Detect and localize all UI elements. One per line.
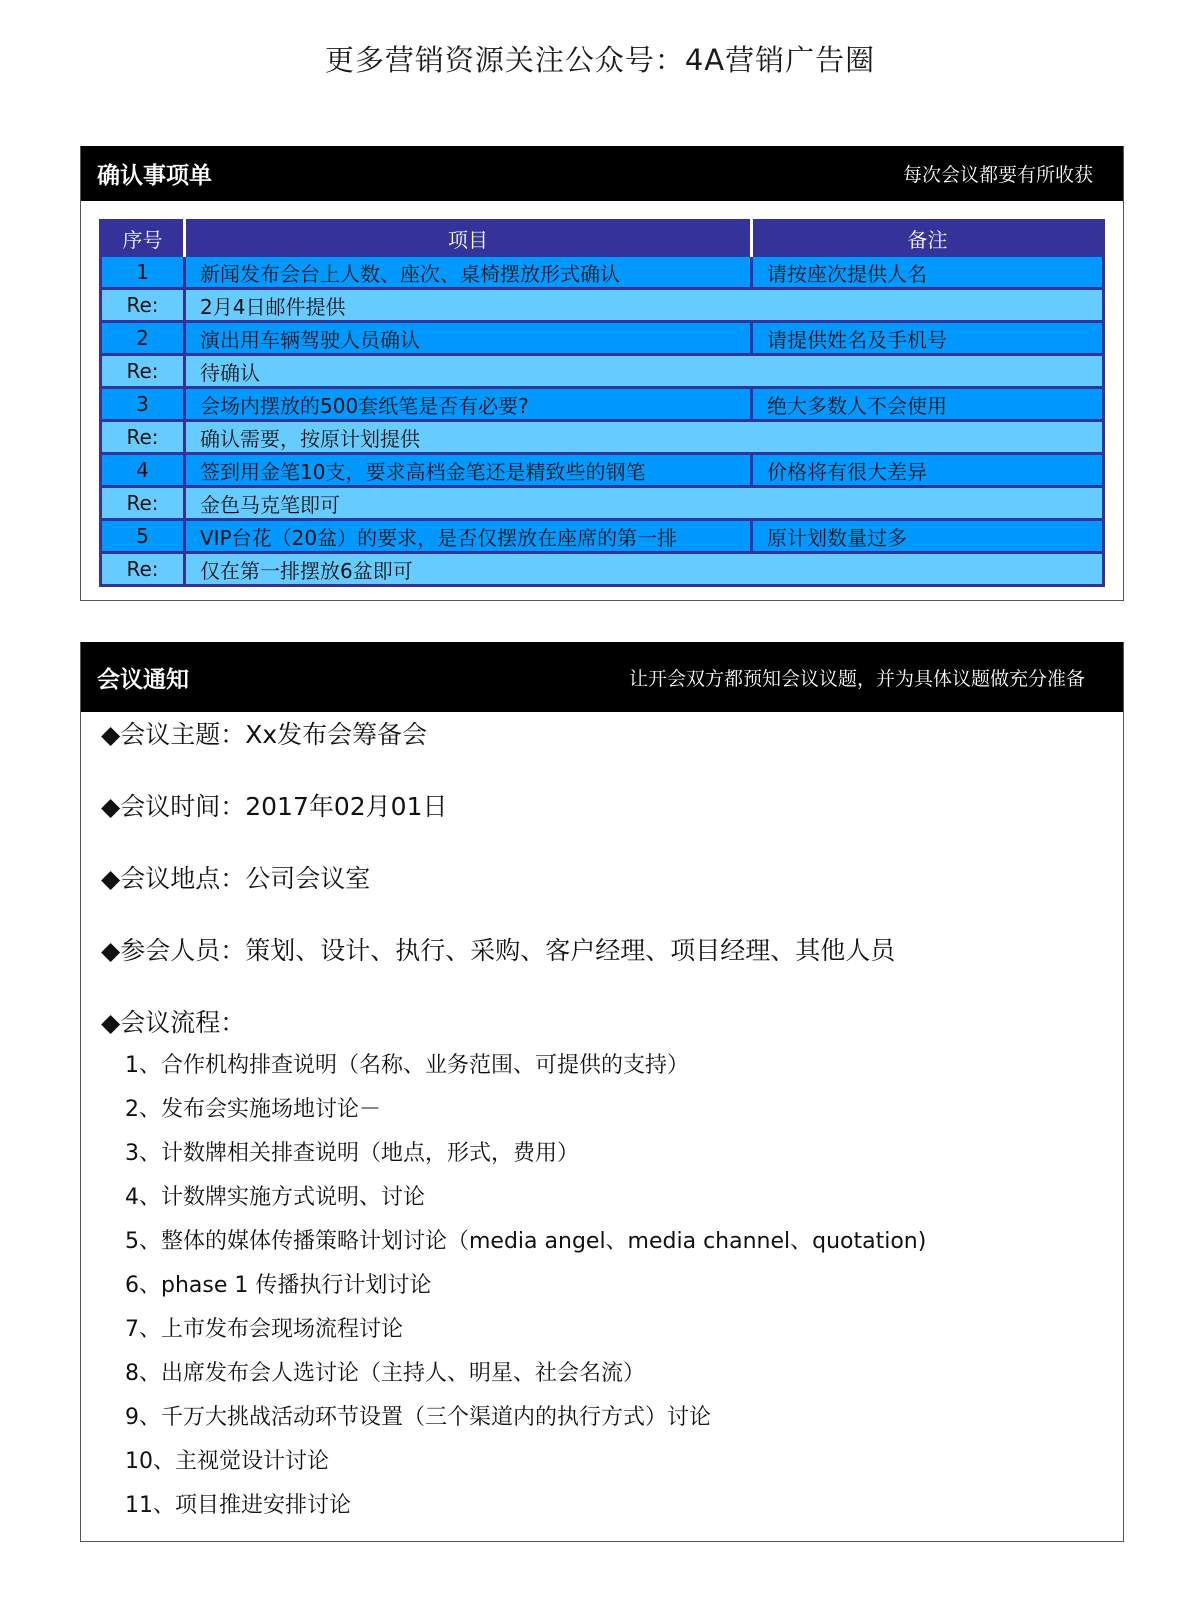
row-note: 原计划数量过多 xyxy=(752,520,1104,553)
row-item: 新闻发布会台上人数、座次、桌椅摆放形式确认 xyxy=(185,256,752,289)
row-note: 绝大多数人不会使用 xyxy=(752,388,1104,421)
notice-panel xyxy=(80,642,1124,1542)
table-row xyxy=(101,256,1104,289)
flow-item: 9、千万大挑战活动环节设置（三个渠道内的执行方式）讨论 xyxy=(125,1405,711,1430)
table-row xyxy=(101,322,1104,355)
column-header-number: 序号 xyxy=(101,221,185,256)
notice-body xyxy=(101,720,1103,1536)
table-row xyxy=(101,388,1104,421)
row-note: 请提供姓名及手机号 xyxy=(752,322,1104,355)
row-number: Re: xyxy=(101,487,185,520)
row-number: 3 xyxy=(101,388,185,421)
meeting-flow-list xyxy=(101,1052,1103,1536)
row-item: VIP台花（20盆）的要求，是否仅摆放在座席的第一排 xyxy=(185,520,752,553)
row-number: Re: xyxy=(101,289,185,322)
row-number: Re: xyxy=(101,553,185,586)
row-item: 签到用金笔10支，要求高档金笔还是精致些的钢笔 xyxy=(185,454,752,487)
page-title: 更多营销资源关注公众号：4A营销广告圈 xyxy=(324,43,876,77)
row-reply: 待确认 xyxy=(185,355,1104,388)
row-reply: 2月4日邮件提供 xyxy=(185,289,1104,322)
meeting-time: ◆会议时间：2017年02月01日 xyxy=(101,792,448,821)
table-row xyxy=(101,454,1104,487)
flow-item: 11、项目推进安排讨论 xyxy=(125,1493,351,1518)
confirm-panel-title: 确认事项单 xyxy=(97,163,212,189)
row-item: 演出用车辆驾驶人员确认 xyxy=(185,322,752,355)
column-header-note: 备注 xyxy=(752,221,1104,256)
row-number: Re: xyxy=(101,355,185,388)
table-row-reply xyxy=(101,421,1104,454)
confirm-panel xyxy=(80,146,1124,601)
diamond-bullet-icon: ◆ xyxy=(101,1008,121,1037)
diamond-bullet-icon: ◆ xyxy=(101,864,121,893)
flow-item: 2、发布会实施场地讨论－ xyxy=(125,1097,381,1122)
flow-item: 10、主视觉设计讨论 xyxy=(125,1449,329,1474)
row-number: 5 xyxy=(101,520,185,553)
table-row-reply xyxy=(101,355,1104,388)
row-reply: 仅在第一排摆放6盆即可 xyxy=(185,553,1104,586)
row-note: 请按座次提供人名 xyxy=(752,256,1104,289)
row-number: 2 xyxy=(101,322,185,355)
confirm-panel-header xyxy=(81,146,1123,201)
row-number: 4 xyxy=(101,454,185,487)
table-row xyxy=(101,520,1104,553)
flow-item: 1、合作机构排查说明（名称、业务范围、可提供的支持） xyxy=(125,1053,689,1078)
table-row-reply xyxy=(101,289,1104,322)
notice-panel-tagline: 让开会双方都预知会议议题，并为具体议题做充分准备 xyxy=(628,667,1085,690)
flow-item: 3、计数牌相关排查说明（地点，形式，费用） xyxy=(125,1141,579,1166)
meeting-attendees: ◆参会人员：策划、设计、执行、采购、客户经理、项目经理、其他人员 xyxy=(101,936,896,965)
row-note: 价格将有很大差异 xyxy=(752,454,1104,487)
table-row-reply xyxy=(101,487,1104,520)
row-number: Re: xyxy=(101,421,185,454)
table-header-row xyxy=(101,221,1104,256)
table-row-reply xyxy=(101,553,1104,586)
row-item: 会场内摆放的500套纸笔是否有必要? xyxy=(185,388,752,421)
diamond-bullet-icon: ◆ xyxy=(101,720,121,749)
column-header-item: 项目 xyxy=(185,221,752,256)
row-reply: 金色马克笔即可 xyxy=(185,487,1104,520)
row-reply: 确认需要，按原计划提供 xyxy=(185,421,1104,454)
flow-item: 6、phase 1 传播执行计划讨论 xyxy=(125,1273,432,1298)
meeting-flow-title: ◆会议流程： xyxy=(101,1008,246,1037)
flow-item: 4、计数牌实施方式说明、讨论 xyxy=(125,1185,425,1210)
flow-item: 5、整体的媒体传播策略计划讨论（media angel、media channel、quotation) xyxy=(125,1229,927,1254)
diamond-bullet-icon: ◆ xyxy=(101,792,121,821)
notice-panel-title: 会议通知 xyxy=(97,666,189,693)
confirm-panel-tagline: 每次会议都要有所收获 xyxy=(902,164,1093,186)
diamond-bullet-icon: ◆ xyxy=(101,936,121,965)
meeting-topic: ◆会议主题：Xx发布会筹备会 xyxy=(101,720,428,749)
meeting-location: ◆会议地点：公司会议室 xyxy=(101,864,371,893)
flow-item: 8、出席发布会人选讨论（主持人、明星、社会名流） xyxy=(125,1361,645,1386)
notice-panel-header xyxy=(81,642,1123,712)
confirm-table xyxy=(99,219,1105,587)
row-number: 1 xyxy=(101,256,185,289)
flow-item: 7、上市发布会现场流程讨论 xyxy=(125,1317,403,1342)
